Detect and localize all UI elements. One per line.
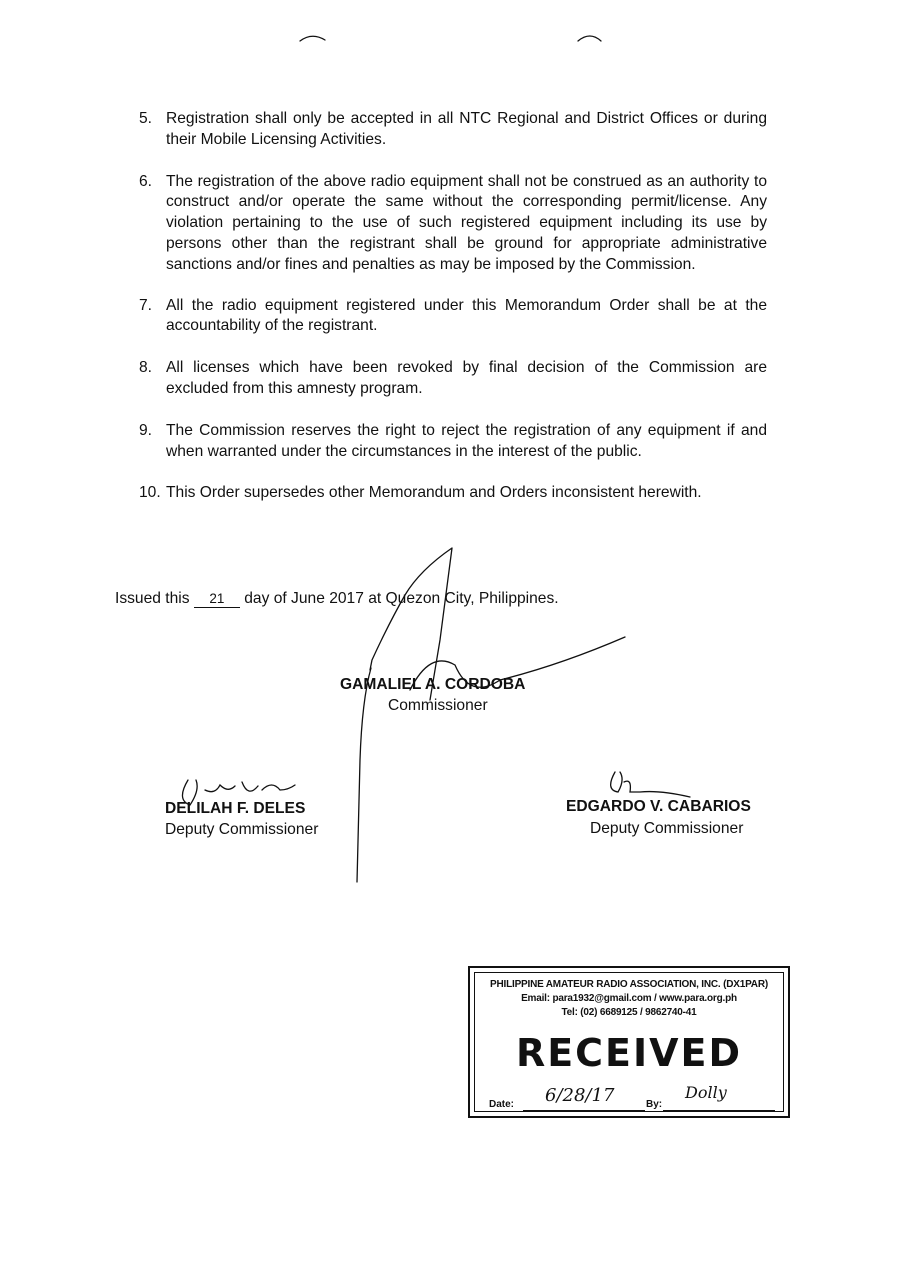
issued-suffix: day of June 2017 at Quezon City, Philippines. (244, 590, 559, 607)
deputy-right-title: Deputy Commissioner (590, 820, 744, 837)
deputy-right-name: EDGARDO V. CABARIOS (566, 798, 751, 815)
deputy-left-title: Deputy Commissioner (165, 821, 319, 838)
stamp-org: PHILIPPINE AMATEUR RADIO ASSOCIATION, INC. (DX1PAR) (490, 979, 768, 990)
provision-number: 5. (139, 110, 153, 127)
deputy-left-signature (182, 780, 295, 805)
provision-text: This Order supersedes other Memorandum and Orders inconsistent herewith. (166, 484, 702, 502)
provision-text: All the radio equipment registered under this Memorandum Order shall be at the accountability of the registrant. (166, 296, 767, 335)
commissioner-name: GAMALIEL A. CORDOBA (340, 676, 526, 693)
stamp-tel: Tel: (02) 6689125 / 9862740-41 (561, 1007, 697, 1018)
stamp-by-line (663, 1110, 775, 1111)
issued-prefix: Issued this (115, 590, 190, 607)
provision-number: 6. (139, 172, 153, 190)
provision-number: 8. (139, 359, 153, 377)
stamp-email: Email: para1932@gmail.com / www.para.org.ph (521, 993, 737, 1004)
header-mark-left (300, 36, 325, 41)
commissioner-title: Commissioner (388, 697, 488, 714)
provision-text: The registration of the above radio equipment shall not be construed as an authority to construct and/or operate the same without the corresponding permit/license. Any violation pertaining to the use of such registered equipment including its use by persons other than the registrant shall be ground for appropriate administrative sanctions and/or fines and penalties as may be imposed by the Commission. (166, 172, 767, 273)
issued-day: 21 (194, 591, 240, 608)
stamp-inner-border (474, 972, 784, 1112)
provision-text: Registration shall only be accepted in all NTC Regional and District Offices or during their Mobile Licensing Activities. (166, 110, 767, 148)
stamp-by-label: By: (646, 1099, 663, 1110)
provision-number: 7. (139, 296, 153, 314)
stamp-date-label: Date: (489, 1099, 515, 1110)
provision-text: The Commission reserves the right to reject the registration of any equipment if and when warranted under the circumstances in the interest of the public. (166, 421, 767, 460)
header-mark-right (578, 36, 601, 41)
stamp-date-value: 6/28/17 (545, 1085, 615, 1106)
deputy-right-signature (611, 772, 690, 797)
stamp-by-value: Dolly (685, 1083, 727, 1102)
provision-text: All licenses which have been revoked by final decision of the Commission are excluded from this amnesty program. (166, 359, 767, 397)
commissioner-signature (357, 548, 625, 882)
provision-number: 10. (139, 484, 161, 502)
provision-number: 9. (139, 421, 153, 439)
deputy-left-name: DELILAH F. DELES (165, 800, 306, 817)
stamp-received: RECEIVED (515, 1031, 743, 1075)
stamp-date-line (523, 1110, 645, 1111)
received-stamp (468, 966, 790, 1118)
